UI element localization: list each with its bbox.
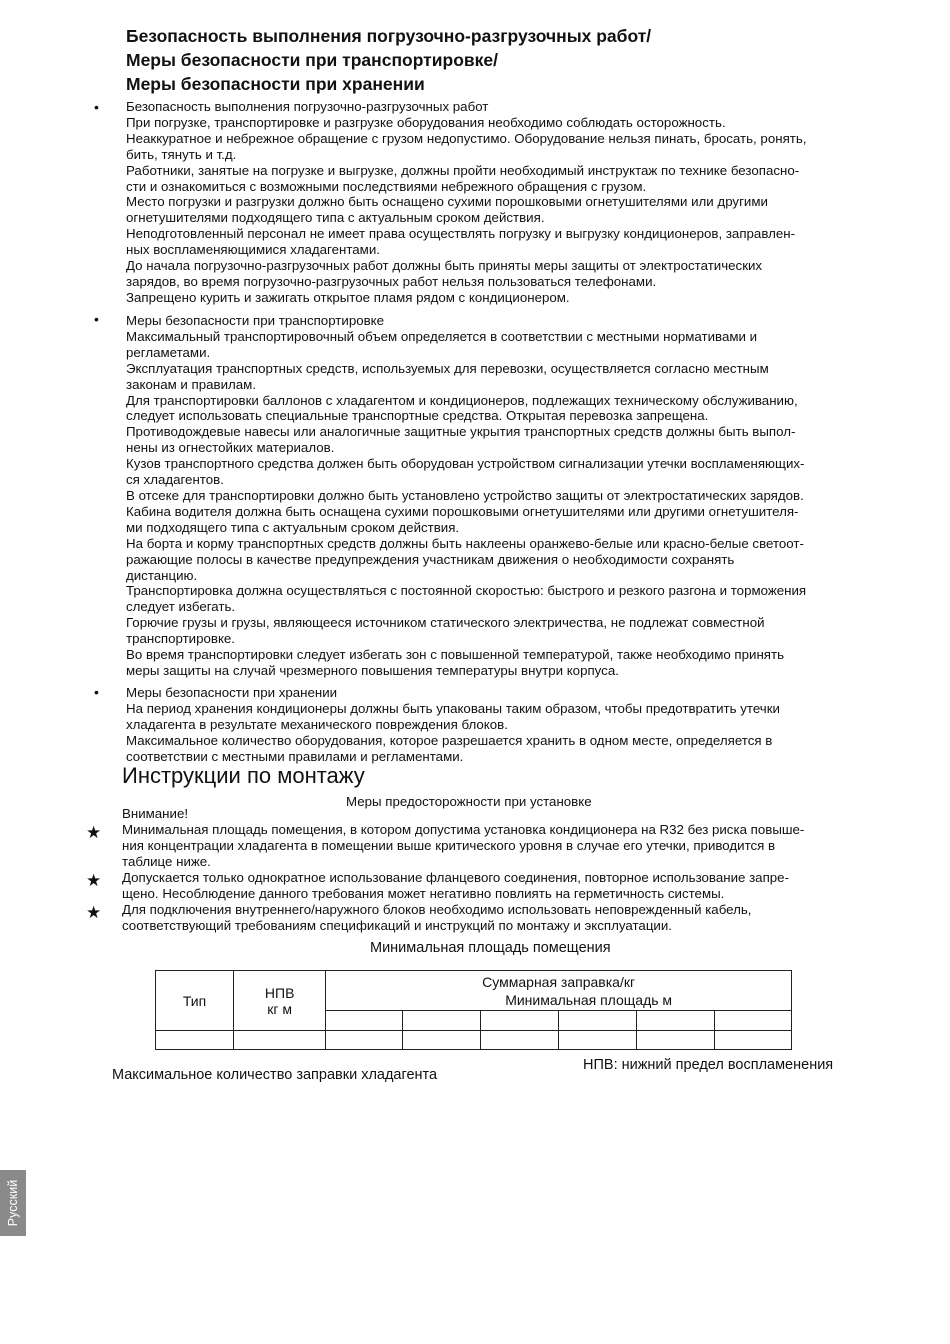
text-line: ся хладагентов. [126,472,224,488]
section-transport-safety [126,313,871,679]
text-line: дистанцию. [126,567,198,583]
text-line: При погрузке, транспортировке и разгрузке оборудования необходимо соблюдать осторожность. [126,114,726,130]
text-line: законам и правилам. [126,376,257,392]
star-icon: ★ [86,903,102,922]
title-line: Безопасность выполнения погрузочно-разгрузочных работ/ [126,26,652,46]
text-line: меры защиты на случай чрезмерного повышения температуры внутри корпуса. [126,662,619,678]
text-line: щено. Несоблюдение данного требования может негативно повлиять на герметичность системы. [122,885,725,901]
text-line: Запрещено курить и зажигать открытое пламя рядом с кондиционером. [126,289,570,305]
install-note [122,822,882,870]
header-charge-label: Суммарная заправка/кг [482,973,636,990]
language-tab [0,1170,26,1236]
table-cell [636,1011,714,1031]
star-icon: ★ [86,871,102,890]
install-note [122,902,882,934]
text-line: зарядов, во время погрузочно-разгрузочных работ нельзя пользоваться телефонами. [126,273,657,289]
language-tab-label: Русский [6,1179,20,1227]
text-line: Допускается только однократное использование фланцевого соединения, повторное использование запре- [122,870,789,885]
table-cell [481,1011,558,1031]
text-line: нены из огнестойких материалов. [126,440,335,456]
header-type [156,971,234,1031]
text-line: Для подключения внутреннего/наружного блоков необходимо использовать неповрежденный кабель, [122,902,752,917]
table-cell [234,1031,326,1050]
section-heading: Безопасность выполнения погрузочно-разгрузочных работ [126,99,489,114]
table-cell [403,1031,481,1050]
page-title [126,24,906,96]
text-line: В отсеке для транспортировки должно быть установлено устройство защиты от электростатических зарядов. [126,487,804,503]
text-line: До начала погрузочно-разгрузочных работ должны быть приняты меры защиты от электростатических [126,258,763,274]
section-heading: Меры безопасности при хранении [126,685,338,700]
text-line: Неподготовленный персонал не имеет права осуществлять погрузку и выгрузку кондиционеров, заправлен- [126,226,795,242]
header-charge [326,971,792,1011]
text-line: следует использовать специальные транспортные средства. Открытая перевозка запрещена. [126,408,709,424]
title-line: Меры безопасности при транспортировке/ [126,50,499,70]
text-line: Горючие грузы и грузы, являющееся источником статического электричества, не подлежат совместной [126,615,765,631]
text-line: Работники, занятые на погрузке и выгрузке, должны пройти необходимый инструктаж по технике безопасно- [126,162,800,178]
text-line: хладагента в результате механического повреждения блоков. [126,716,508,732]
bullet-icon: • [94,99,99,115]
table-cell [156,1031,234,1050]
text-line: следует избегать. [126,599,236,615]
text-line: Противодождевые навесы или аналогичные защитные укрытия транспортных средств должны быть выпол- [126,424,796,440]
text-line: На борта и корму транспортных средств должны быть наклеены оранжево-белые или красно-белые светоот- [126,535,804,551]
table-cell [326,1031,403,1050]
table-caption: Минимальная площадь помещения [370,940,611,956]
text-line: Максимальное количество оборудования, которое разрешается хранить в одном месте, определяется в [126,732,773,748]
lfl-legend: НПВ: нижний предел воспламенения [583,1057,834,1073]
table-cell [481,1031,558,1050]
text-line: сти и ознакомиться с возможными последствиями небрежного обращения с грузом. [126,178,647,194]
section-heading: Меры безопасности при транспортировке [126,313,385,328]
text-line: ражающие полосы в качестве предупреждения участникам движения о необходимости сохранять [126,551,735,567]
text-line: ния концентрации хладагента в помещении выше критического уровня в случае его утечки, приводится в [122,837,776,853]
table-cell [714,1031,791,1050]
text-line: огнетушителями подходящего типа с актуальным сроком действия. [126,210,545,226]
title-line: Меры безопасности при хранении [126,74,425,94]
header-area-label: Минимальная площадь м [505,991,673,1008]
text-line: бить, тянуть и т.д. [126,146,237,162]
install-subtitle: Меры предосторожности при установке [346,794,592,809]
header-lfl-unit: кг м [267,1000,293,1017]
table-cell [403,1011,481,1031]
table-cell [714,1011,791,1031]
text-line: Место погрузки и разгрузки должно быть оснащено сухими порошковыми огнетушителями или другими [126,194,768,210]
text-line: Кузов транспортного средства должен быть оборудован устройством сигнализации утечки воспламеняющих- [126,456,805,472]
text-line: Максимальный транспортировочный объем определяется в соответствии с местными нормативами и [126,328,758,344]
header-type-label: Тип [182,992,207,1009]
bullet-icon: • [94,684,99,700]
text-line: ных воспламеняющимися хладагентами. [126,242,380,258]
table-cell [558,1011,636,1031]
text-line: Для транспортировки баллонов с хладагентом и кондиционеров, подлежащих техническому обслуживанию, [126,392,798,408]
header-lfl [234,971,326,1031]
text-line: транспортировке. [126,631,235,647]
header-lfl-label: НПВ [264,984,295,1001]
text-line: соответствующий требованиям спецификаций и инструкций по монтажу и эксплуатации. [122,917,672,933]
star-icon: ★ [86,823,102,842]
bullet-icon: • [94,311,99,327]
text-line: На период хранения кондиционеры должны быть упакованы таким образом, чтобы предотвратить утечки [126,700,780,716]
table-cell [326,1011,403,1031]
install-note [122,870,882,902]
text-line: ми подходящего типа с актуальным сроком действия. [126,519,460,535]
text-line: Неаккуратное и небрежное обращение с грузом недопустимо. Оборудование нельзя пинать, бросать, ронять, [126,130,807,146]
section-storage-safety [126,685,871,765]
text-line: Транспортировка должна осуществляться с постоянной скоростью: быстрого и резкого разгона и торможения [126,583,807,599]
text-line: регламетами. [126,344,211,360]
table-cell [636,1031,714,1050]
text-line: Минимальная площадь помещения, в котором допустима установка кондиционера на R32 без риска повыше- [122,822,805,837]
text-line: таблице ниже. [122,853,211,869]
text-line: соответствии с местными правилами и регламентами. [126,748,464,764]
install-title: Инструкции по монтажу [122,763,365,788]
attention-label: Внимание! [122,806,189,821]
text-line: Эксплуатация транспортных средств, используемых для перевозки, осуществляется согласно местным [126,360,769,376]
section-loading-safety [126,99,871,306]
text-line: Кабина водителя должна быть оснащена сухими порошковыми огнетушителями или другими огнетушителя- [126,503,799,519]
text-line: Во время транспортировки следует избегать зон с повышенной температурой, также необходимо принять [126,647,785,663]
max-charge-note: Максимальное количество заправки хладагента [112,1067,438,1083]
min-room-area-table [155,970,792,1050]
table-cell [558,1031,636,1050]
